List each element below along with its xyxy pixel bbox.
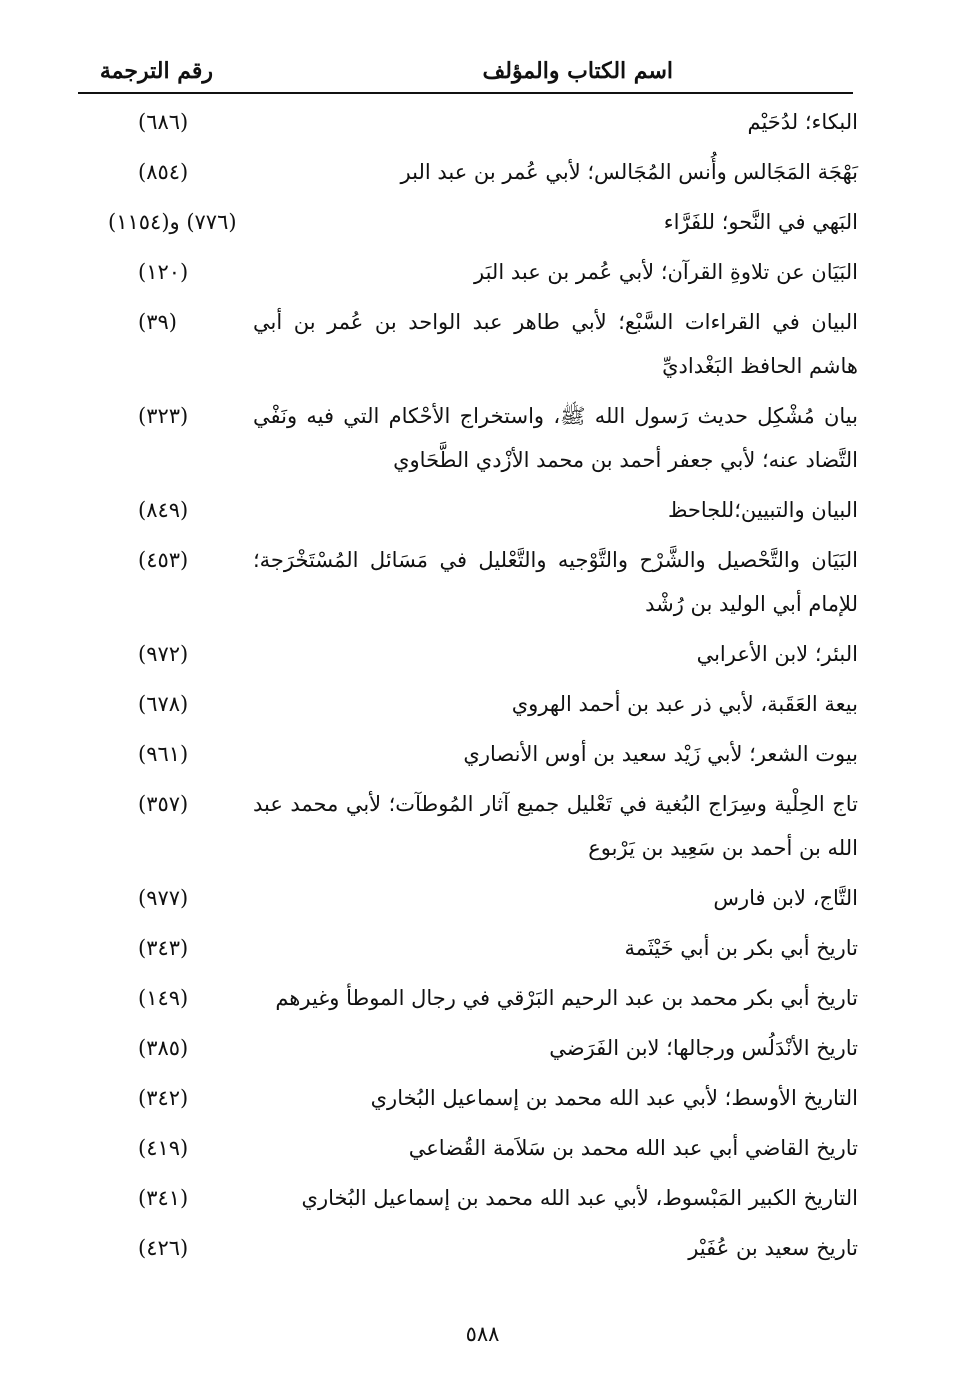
index-entry — [78, 732, 858, 776]
entry-number: (٣٤٣) — [138, 936, 189, 960]
index-entry — [78, 538, 858, 626]
index-entry — [78, 300, 858, 388]
entry-title: تاريخ أبي بكر بن أبي خَيْثَمة — [624, 936, 858, 960]
entry-title: التَّاج، لابن فارس — [713, 886, 858, 910]
entry-title: التاريخ الأوسط؛ لأبي عبد الله محمد بن إسماعيل البُخاري — [370, 1086, 858, 1110]
entry-title: تاريخ سعيد بن عُفَيْر — [688, 1236, 858, 1260]
entry-number: (١٢٠) — [138, 260, 189, 284]
index-entry — [78, 926, 858, 970]
index-entry — [78, 1026, 858, 1070]
entry-title: البَهي في النَّحو؛ للفَرَّاء — [663, 210, 858, 234]
index-entry — [78, 394, 858, 482]
entry-number: (٣٢٣) — [138, 404, 189, 428]
entry-number: (٣٨٥) — [138, 1036, 189, 1060]
entry-number: (٤١٩) — [138, 1136, 189, 1160]
entry-number: (٦٧٨) — [138, 692, 189, 716]
index-entry — [78, 976, 858, 1020]
entry-title: البيان والتبيين؛للجاحظ — [667, 498, 858, 522]
table-header — [78, 52, 853, 94]
index-entry — [78, 632, 858, 676]
entry-number: (٦٨٦) — [138, 110, 189, 134]
index-entry-list — [78, 100, 858, 1276]
entry-number: (٤٢٦) — [138, 1236, 189, 1260]
index-entry — [78, 682, 858, 726]
entry-number: (٣٥٧) — [138, 792, 189, 816]
entry-number: (٣٩) — [138, 310, 177, 334]
entry-title: البكاء؛ لدُحَيْم — [747, 110, 858, 134]
entry-number: (٧٧٦) و(١١٥٤) — [108, 210, 237, 234]
index-entry — [78, 876, 858, 920]
entry-title: بيوت الشعر؛ لأبي زَيْد سعيد بن أوس الأنصاري — [463, 742, 858, 766]
entry-title: البئر؛ لابن الأعرابي — [696, 642, 858, 666]
entry-number: (١٤٩) — [138, 986, 189, 1010]
entry-title: البَيَان عن تلاوةِ القرآن؛ لأبي عُمر بن عبد البَر — [474, 260, 858, 284]
entry-title: تاريخ القاضي أبي عبد الله محمد بن سَلاَمة القُضاعي — [408, 1136, 858, 1160]
index-entry — [78, 1076, 858, 1120]
entry-title: تاج الحِلْية وسِرَاج البُغية في تَعْليل جميع آثار المُوطآت؛ لأبي محمد عبد الله بن أحمد بن سَعِيد بن يَرْبوع — [253, 792, 858, 860]
index-entry — [78, 1126, 858, 1170]
entry-number-column-heading: رقم الترجمة — [99, 58, 213, 84]
index-entry — [78, 782, 858, 870]
book-and-author-column-heading: اسم الكتاب والمؤلف — [482, 58, 673, 84]
entry-title: البيان في القراءات السَّبْع؛ لأبي طاهر عبد الواحد بن عُمر بن أبي هاشم الحافظ البَغْداديِّ — [253, 310, 858, 378]
index-entry — [78, 200, 858, 244]
page-number: ٥٨٨ — [465, 1322, 500, 1346]
entry-number: (٩٧٢) — [138, 642, 189, 666]
index-entry — [78, 488, 858, 532]
entry-number: (٣٤٢) — [138, 1086, 189, 1110]
entry-number: (٩٦١) — [138, 742, 189, 766]
entry-title: بيان مُشْكِل حديث رَسول الله ﷺ، واستخراج الأحْكام التي فيه ونَفْي التَّضاد عنه؛ لأبي جعفر أحمد بن محمد الأزْدي الطَّحَاوي — [253, 404, 858, 472]
entry-title: تاريخ أبي بكر محمد بن عبد الرحيم البَرْقي في رجال الموطأ وغيرهم — [275, 986, 858, 1010]
entry-number: (٣٤١) — [138, 1186, 189, 1210]
entry-title: التاريخ الكبير المَبْسوط، لأبي عبد الله محمد بن إسماعيل البُخاري — [301, 1186, 858, 1210]
index-entry — [78, 1226, 858, 1270]
entry-title: بيعة العَقَبة، لأبي ذر عبد بن أحمد الهروي — [511, 692, 858, 716]
entry-number: (٨٤٩) — [138, 498, 189, 522]
entry-number: (٩٧٧) — [138, 886, 189, 910]
entry-number: (٨٥٤) — [138, 160, 189, 184]
index-entry — [78, 150, 858, 194]
index-entry — [78, 1176, 858, 1220]
entry-title: البَيَان والتَّحْصيل والشَّرْح والتَّوْجيه والتَّعْليل في مَسَائل المُسْتَخْرَجة؛ للإمام أبي الوليد بن رُشْد — [253, 548, 858, 616]
entry-number: (٤٥٣) — [138, 548, 189, 572]
index-entry — [78, 250, 858, 294]
index-entry — [78, 100, 858, 144]
entry-title: بَهْجَة المَجَالس وأُنس المُجَالس؛ لأبي عُمر بن عبد البر — [400, 160, 858, 184]
entry-title: تاريخ الأنْدَلُس ورجالها؛ لابن الفَرَضي — [549, 1036, 858, 1060]
